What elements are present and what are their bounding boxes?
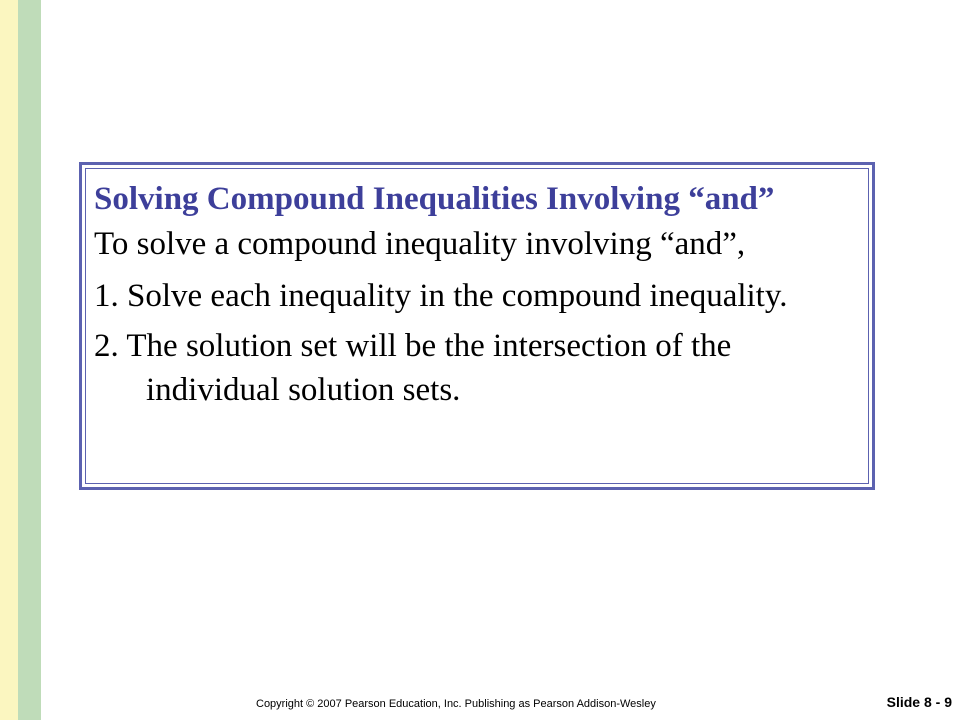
box-title: Solving Compound Inequalities Involving “and” [94, 181, 775, 217]
definition-box [79, 162, 875, 490]
slide-number: Slide 8 - 9 [886, 694, 952, 710]
step-item: 1. Solve each inequality in the compound inequality. [94, 278, 788, 314]
left-stripe-green [18, 0, 41, 720]
definition-box-inner [85, 168, 869, 484]
left-stripe-yellow [0, 0, 18, 720]
step-item: 2. The solution set will be the intersection of the individual solution sets. [94, 328, 732, 408]
box-intro: To solve a compound inequality involving “and”, [94, 226, 746, 262]
copyright-notice: Copyright © 2007 Pearson Education, Inc. Publishing as Pearson Addison-Wesley [256, 698, 656, 710]
